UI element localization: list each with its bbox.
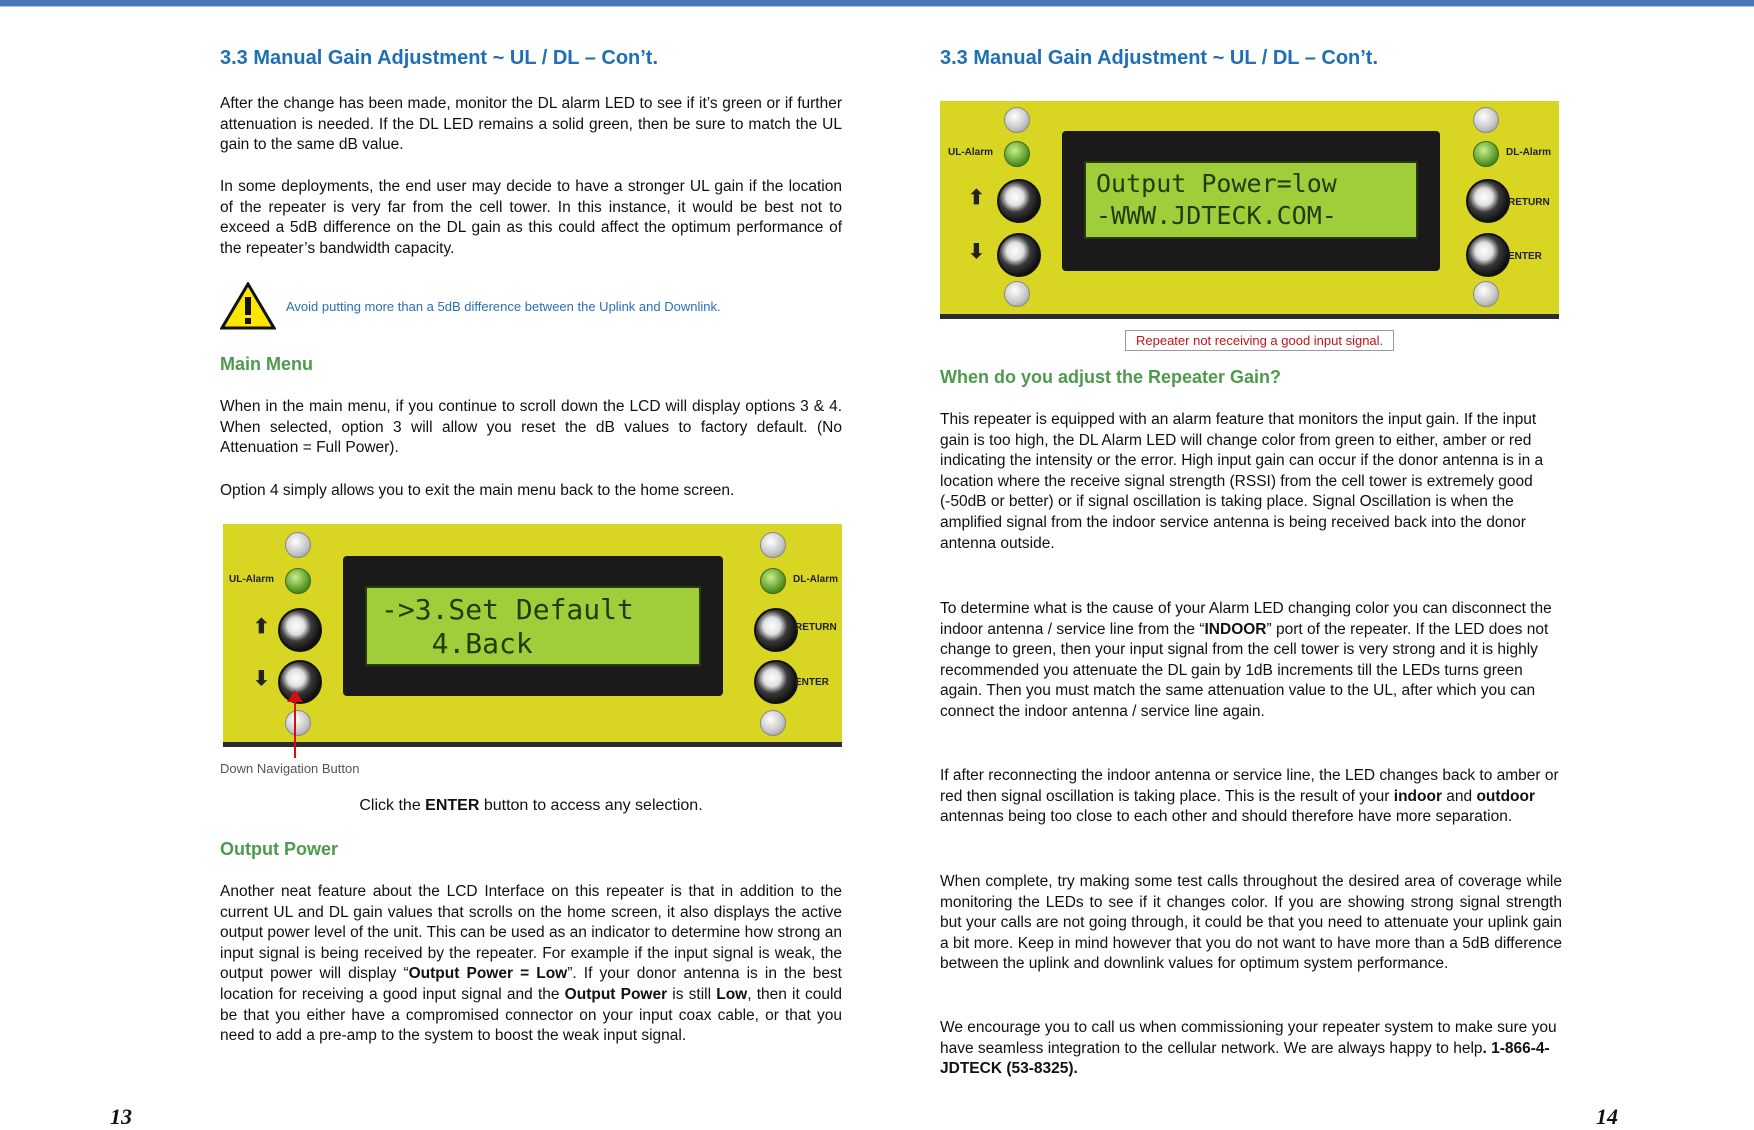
right-paragraph-3: If after reconnecting the indoor antenna or service line, the LED changes back to amber or red then signal oscillation is taking place. This is the result of your indoor and outdoor antennas being too close to each other and should therefore have more separation. [940,767,1559,826]
return-label: RETURN [795,622,837,633]
lcd-line-1: ->3.Set Default [381,593,634,626]
screw-icon [760,710,786,736]
left-paragraph-4: Option 4 simply allows you to exit the main menu back to the home screen. [220,482,735,499]
enter-instruction: Click the ENTER button to access any selection. [359,797,703,814]
right-page-title: 3.3 Manual Gain Adjustment ~ UL / DL – Con’t. [940,47,1379,69]
photo-caption: Repeater not receiving a good input signal. [1125,330,1394,351]
lcd-panel-photo [940,101,1559,319]
down-arrow-icon: ⬇ [253,668,270,690]
up-arrow-icon: ⬆ [968,187,985,209]
down-navigation-caption: Down Navigation Button [220,761,360,776]
right-paragraph-4: When complete, try making some test calls throughout the desired area of coverage while monitoring the LEDs to see if it changes color. If you are showing strong signal strength but your calls are not going through, it could be that you need to attenuate your uplink gain a bit more. Keep in mind however that you do not want to have more than a 5dB difference between the uplink and downlink values for optimum system performance. [940,873,1562,973]
warning-icon [220,282,276,330]
output-power-heading: Output Power [220,839,338,859]
lcd-bezel [343,556,723,696]
screw-icon [1004,281,1030,307]
return-button-knob [1466,179,1510,223]
up-arrow-icon: ⬆ [253,616,270,638]
left-paragraph-1: After the change has been made, monitor the DL alarm LED to see if it’s green or if further attenuation is needed. If the DL LED remains a solid green, then be sure to match the UL gain to the same dB value. [220,95,842,154]
up-button-knob [997,179,1041,223]
down-button-knob [997,233,1041,277]
pointer-arrowhead-icon [287,690,303,702]
dl-alarm-label: DL-Alarm [1506,147,1552,158]
left-paragraph-2: In some deployments, the end user may decide to have a stronger UL gain if the location of the repeater is very far from the cell tower. In this instance, it would be best not to exceed a 5dB difference on the DL gain as this could affect the optimum performance of the repeater’s bandwidth capacity. [220,178,842,257]
warning-text: Avoid putting more than a 5dB difference between the Uplink and Downlink. [286,298,721,314]
right-paragraph-1: This repeater is equipped with an alarm feature that monitors the input gain. If the input gain is too high, the DL Alarm LED will change color from green to either, amber or red indicating the intensity or the error. High input gain can occur if the donor antenna is in a location where the receive signal strength (RSSI) from the cell tower is extremely good (-50dB or better) or if signal oscillation is taking place. Signal Oscillation is when the amplified signal from the indoor service antenna is being received back into the donor antenna outside. [940,411,1544,552]
return-button-knob [754,608,798,652]
dl-alarm-label: DL-Alarm [793,574,839,585]
ul-alarm-led-icon [1004,141,1030,167]
lcd-line-2: -WWW.JDTECK.COM- [1096,201,1337,230]
left-paragraph-5: Another neat feature about the LCD Interface on this repeater is that in addition to the current UL and DL gain values that scrolls on the home screen, it also displays the active output power level of the unit. This can be used as an indicator to determine how strong an input signal is being received by the repeater. For example if the input signal is weak, the output power will display “Output Power = Low”. If your donor antenna is in the best location for receiving a good input signal and the Output Power is still Low, then it could be that you either have a compromised connector on your input coax cable, or that you need to add a pre-amp to the system to boost the weak input signal. [220,883,843,1045]
lcd-screen [1084,161,1418,239]
pointer-line [294,696,296,758]
warning-callout [220,282,721,330]
screw-icon [1473,107,1499,133]
left-page-number: 13 [110,1104,132,1129]
ul-alarm-label: UL-Alarm [948,147,994,158]
dl-alarm-led-icon [1473,141,1499,167]
screw-icon [1004,107,1030,133]
adjust-gain-heading: When do you adjust the Repeater Gain? [940,367,1282,387]
main-menu-heading: Main Menu [220,354,313,374]
left-paragraph-3: When in the main menu, if you continue to scroll down the LCD will display options 3 & 4. When selected, option 3 will allow you reset the dB values to factory default. (No Attenuation = Full Power). [220,398,842,457]
right-paragraph-5: We encourage you to call us when commissioning your repeater system to make sure you have seamless integration to the cellular network. We are always happy to help. 1-866-4-JDTECK (53-8325). [940,1019,1557,1078]
ul-alarm-label: UL-Alarm [229,574,275,585]
left-page-title: 3.3 Manual Gain Adjustment ~ UL / DL – Con’t. [220,47,659,69]
down-arrow-icon: ⬇ [968,241,985,263]
screw-icon [285,532,311,558]
right-page-number: 14 [1596,1104,1618,1129]
lcd-screen [365,586,701,666]
top-rule-shadow [0,6,1754,7]
lcd-bezel [1062,131,1440,271]
screw-icon [285,710,311,736]
lcd-line-2: 4.Back [381,627,533,660]
return-label: RETURN [1508,197,1550,208]
enter-button-knob [754,660,798,704]
lcd-line-1: Output Power=low [1096,169,1337,198]
screw-icon [760,532,786,558]
enter-label: ENTER [795,677,829,688]
enter-button-knob [1466,233,1510,277]
right-paragraph-2: To determine what is the cause of your Alarm LED changing color you can disconnect the indoor antenna / service line from the “INDOOR” port of the repeater. If the LED does not change to green, then your input signal from the cell tower is very strong and it is highly recommended you attenuate the DL gain by 1dB increments till the LEDs turns green again. Then you must match the same attenuation value to the UL, after which you can connect the indoor antenna / service line again. [940,600,1552,720]
ul-alarm-led-icon [285,568,311,594]
lcd-panel-photo [223,524,842,747]
up-button-knob [278,608,322,652]
enter-label: ENTER [1508,251,1542,262]
screw-icon [1473,281,1499,307]
dl-alarm-led-icon [760,568,786,594]
